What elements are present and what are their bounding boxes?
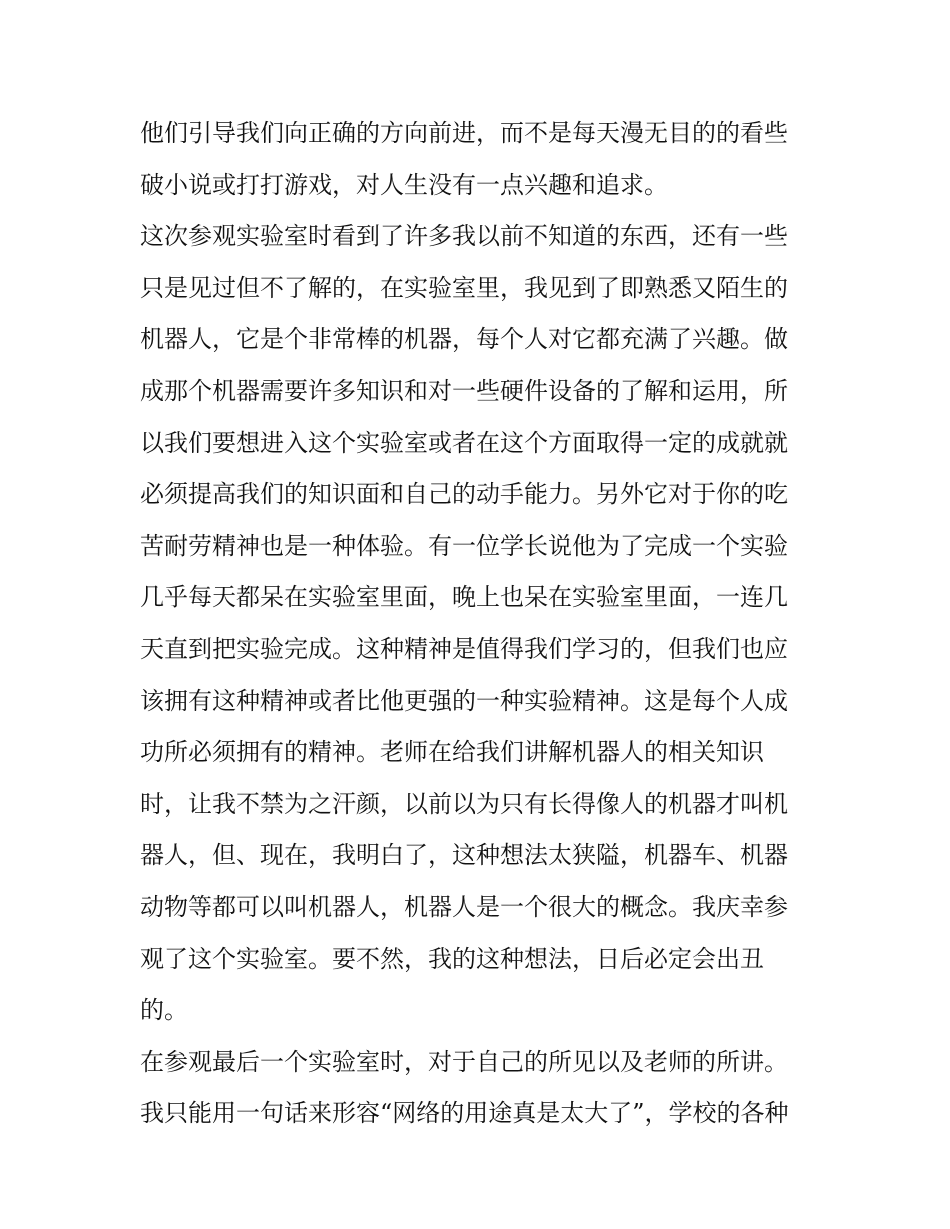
- text-line: 时，让我不禁为之汗颜，以前以为只有长得像人的机器才叫机: [140, 789, 788, 818]
- text-line: 观了这个实验室。要不然，我的这种想法，日后必定会出丑: [140, 944, 764, 973]
- text-line: 功所必须拥有的精神。老师在给我们讲解机器人的相关知识: [140, 738, 764, 767]
- text-line: 机器人，它是个非常棒的机器，每个人对它都充满了兴趣。做: [140, 325, 788, 354]
- text-line: 的。: [140, 996, 188, 1025]
- text-line: 破小说或打打游戏，对人生没有一点兴趣和追求。: [140, 170, 668, 199]
- text-line: 该拥有这种精神或者比他更强的一种实验精神。这是每个人成: [140, 686, 788, 715]
- text-line: 只是见过但不了解的，在实验室里，我见到了即熟悉又陌生的: [140, 273, 788, 302]
- text-line: 必须提高我们的知识面和自己的动手能力。另外它对于你的吃: [140, 480, 788, 509]
- text-line: 天直到把实验完成。这种精神是值得我们学习的，但我们也应: [140, 634, 788, 663]
- text-line: 成那个机器需要许多知识和对一些硬件设备的了解和运用，所: [140, 376, 788, 405]
- text-line: 几乎每天都呆在实验室里面，晚上也呆在实验室里面，一连几: [140, 583, 788, 612]
- text-line: 苦耐劳精神也是一种体验。有一位学长说他为了完成一个实验: [140, 531, 788, 560]
- text-line: 器人，但、现在，我明白了，这种想法太狭隘，机器车、机器: [140, 841, 788, 870]
- text-line: 他们引导我们向正确的方向前进，而不是每天漫无目的的看些: [140, 119, 788, 147]
- body-text: [140, 108, 830, 1140]
- text-line: 动物等都可以叫机器人，机器人是一个很大的概念。我庆幸参: [140, 892, 788, 921]
- text-line: 在参观最后一个实验室时，对于自己的所见以及老师的所讲。: [140, 1047, 788, 1076]
- text-line: 我只能用一句话来形容“网络的用途真是太大了”，学校的各种: [140, 1099, 789, 1128]
- text-line: 这次参观实验室时看到了许多我以前不知道的东西，还有一些: [140, 222, 788, 251]
- text-line: 以我们要想进入这个实验室或者在这个方面取得一定的成就就: [140, 428, 788, 457]
